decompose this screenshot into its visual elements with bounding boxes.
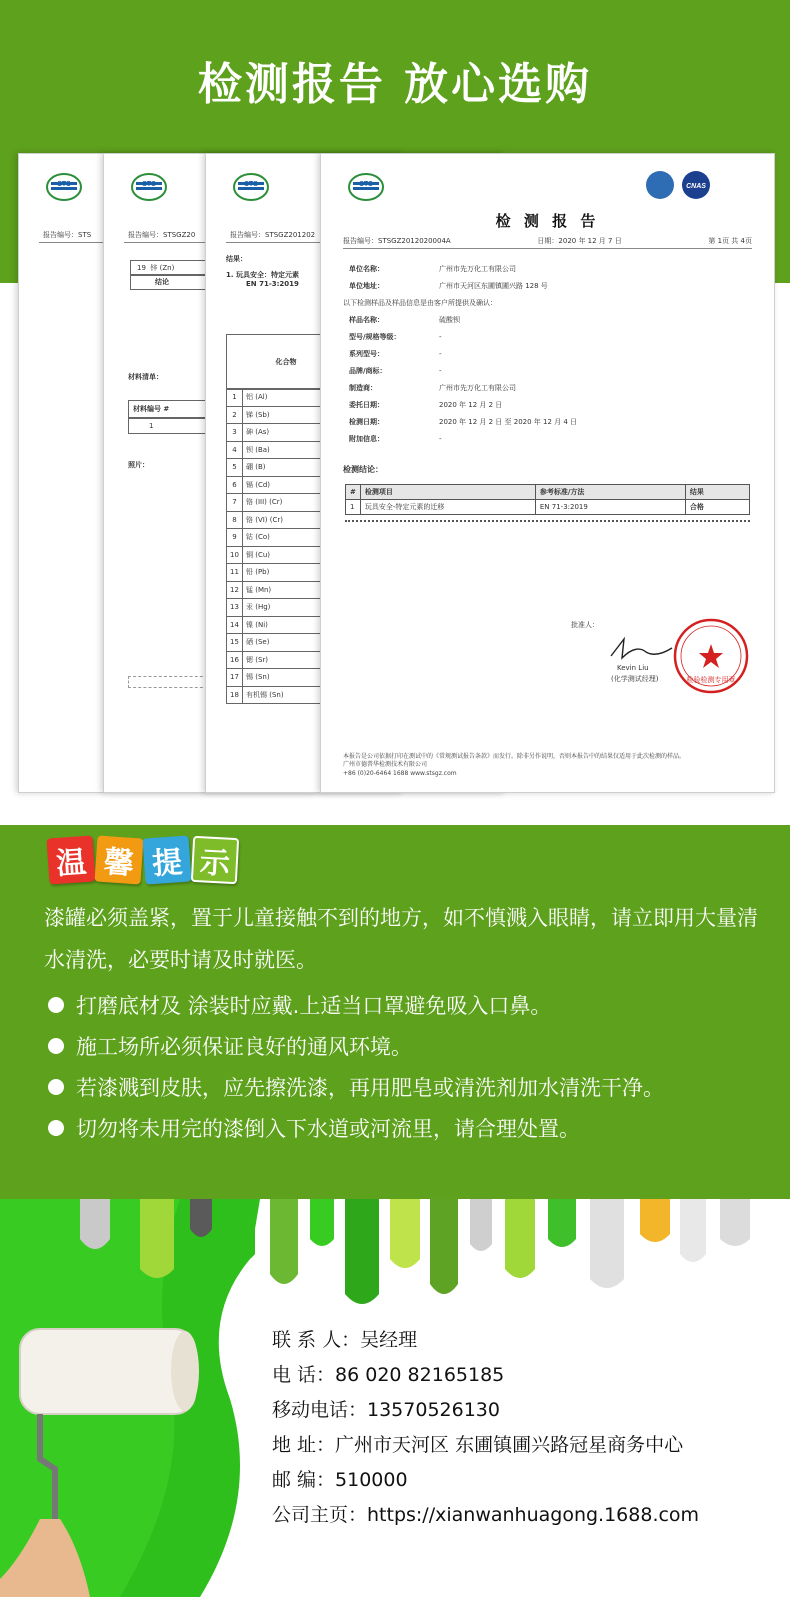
compound-header: 化合物 [226, 334, 346, 390]
report-field-row: 委托日期： 2020 年 12 月 2 日 [349, 401, 503, 409]
element-row: 8 铬 (VI) (Cr) [227, 511, 346, 529]
report-field-row: 制造商： 广州市先万化工有限公司 [349, 384, 516, 392]
tips-badge: 提 [142, 835, 191, 884]
report-field-row: 以下检测样品及样品信息是由客户所提供及确认： [343, 299, 497, 307]
svg-text:CNAS: CNAS [686, 183, 706, 190]
element-row: 2 锑 (Sb) [227, 406, 346, 424]
contact-homepage[interactable]: 公司主页：https://xianwanhuagong.1688.com [272, 1504, 700, 1526]
element-row: 1 铝 (Al) [227, 389, 346, 407]
tip-item: 切勿将未用完的漆倒入下水道或河流里，请合理处置。 [48, 1113, 580, 1143]
element-row: 15 硒 (Se) [227, 634, 346, 652]
report-field-row: 附加信息： - [349, 435, 442, 443]
bullet-icon [48, 1038, 64, 1054]
element-row: 12 锰 (Mn) [227, 581, 346, 599]
inspection-seal-icon [671, 616, 751, 696]
report-field-row: 检测日期： 2020 年 12 月 2 日 至 2020 年 12 月 4 日 [349, 418, 578, 426]
contact-mobile: 移动电话：13570526130 [272, 1399, 500, 1421]
contact-zip: 邮 编：510000 [272, 1469, 408, 1491]
contact-person: 联 系 人：吴经理 [272, 1329, 418, 1351]
result-table: # 检测项目 参考标准/方法 结果 1 玩具安全-特定元素的迁移 EN 71-3:2019 合格 [345, 484, 750, 515]
element-row: 6 镉 (Cd) [227, 476, 346, 494]
tips-badge: 温 [46, 835, 95, 884]
tip-item: 打磨底材及 涂装时应戴.上适当口罩避免吸入口鼻。 [48, 990, 551, 1020]
report-field-row: 单位名称： 广州市先万化工有限公司 [349, 265, 516, 273]
report-footer: 本报告是公司依据打印在测试中的《常规测试报告条款》而发行。除非另作说明，否则本报告中的结果仅适用于此次检测的样品。 广州市德普华检测技术有限公司 +86 (0)20-6464 1688 www.stsgz.com [343, 752, 686, 777]
report-sheet-3: STS 报告编号：STSGZ201202 结果： 1. 玩具安全：特定元素 EN 71-3:2019 化合物 1 铝 (Al) 2 锑 (Sb) 3 砷 (As) 4 钡 (Ba) 5 硼 (B) 6 镉 (Cd) 7 铬 (III) (Cr) 8 铬 (VI) (Cr) 9 钴 (Co) 10 铜 (Cu) 11 铅 (Pb) 12 锰 (Mn) 13 汞 (Hg) 14 镍 (Ni) 15 硒 (Se) 16 锶 (Sr) 17 锡 (Sn) 18 有机锡 (Sn) [205, 153, 505, 793]
element-row: 3 砷 (As) [227, 424, 346, 442]
report-field-row: 品牌/商标： - [349, 367, 442, 375]
bullet-icon [48, 1120, 64, 1136]
report-field-row: 型号/规格等级： - [349, 333, 442, 341]
tips-section [0, 825, 790, 1199]
report-meta: 报告编号：STSGZ2012020004A 日期：2020 年 12 月 7 日 第 1页 共 4页 [343, 237, 752, 245]
svg-text:STS: STS [57, 181, 71, 188]
report-title: 检 测 报 告 [495, 212, 600, 230]
element-row: 14 镍 (Ni) [227, 616, 346, 634]
tip-item: 若漆溅到皮肤，应先擦洗漆，再用肥皂或清洗剂加水清洗干净。 [48, 1072, 664, 1102]
report-field-row: 单位地址： 广州市天河区东圃镇圃兴路 128 号 [349, 282, 548, 290]
element-row: 17 锡 (Sn) [227, 669, 346, 687]
sts-logo-icon [130, 172, 168, 202]
signature-icon [606, 634, 676, 664]
sts-logo-icon [347, 172, 385, 202]
element-row: 13 汞 (Hg) [227, 599, 346, 617]
contact-section [0, 1199, 790, 1597]
tips-badge-group [48, 837, 238, 883]
accreditation-logos-icon [644, 168, 754, 202]
element-row: 11 铅 (Pb) [227, 564, 346, 582]
element-row: 16 锶 (Sr) [227, 651, 346, 669]
element-row: 10 铜 (Cu) [227, 546, 346, 564]
report-sheet-main: STS CNAS 检 测 报 告 报告编号：STSGZ2012020004A 日期：2020 年 12 月 7 日 第 1页 共 4页 检测结论： # 检测项目 参考标准/方法 结果 1 玩具安全-特定元素的迁移 EN 71-3:2019 合格 批准人： Kevin Liu (化学测试经理) 检验检测专用章 本报告是公司依据打印在测试中的《常规测试报告条款》而发行。除非另作说明，否则本报告中的结果仅适用于此次检测的样品。 广州市德普华检测技术有限公司 +86 (0)20-6464 1688 www.stsgz.com 单位名称： 广州市先万化工有限公司 单位地址： 广州市天河区东圃镇圃兴路 128 号 以下检测样品及样品信息是由客户所提供及确认： 样品名称： 硫酸钡 型号/规格等级： - 系列型号： - 品牌/商标： - 制造商： 广州市先万化工有限公司 委托日期： 2020 年 12 月 2 日 检测日期： 2020 年 12 月 2 日 至 2020 年 12 月 4 日 附加信息： - [320, 153, 775, 793]
svg-text:STS: STS [244, 181, 258, 188]
svg-text:STS: STS [142, 181, 156, 188]
contact-phone: 电 话：86 020 82165185 [272, 1364, 505, 1386]
report-field-row: 系列型号： - [349, 350, 442, 358]
report-sheet-2: STS 报告编号：STSGZ20 19 锌 (Zn) 结论 材料清单： 材料编号 # 1 照片： [103, 153, 403, 793]
element-row: 18 有机锡 (Sn) [227, 686, 346, 704]
bullet-icon [48, 1079, 64, 1095]
tips-intro: 漆罐必须盖紧，置于儿童接触不到的地方，如不慎溅入眼睛，请立即用大量清水清洗，必要时请及时就医。 [44, 906, 758, 972]
bullet-icon [48, 997, 64, 1013]
svg-text:STS: STS [359, 181, 373, 188]
report-field-row: 样品名称： 硫酸钡 [349, 316, 460, 324]
contact-address: 地 址：广州市天河区 东圃镇圃兴路冠星商务中心 [272, 1434, 684, 1456]
element-row: 5 硼 (B) [227, 459, 346, 477]
element-row: 4 钡 (Ba) [227, 441, 346, 459]
element-row: 7 铬 (III) (Cr) [227, 494, 346, 512]
tips-badge: 馨 [94, 835, 143, 884]
report-sheet-1: STS 报告编号：STS [18, 153, 318, 793]
tip-item: 施工场所必须保证良好的通风环境。 [48, 1031, 412, 1061]
element-row: 9 钴 (Co) [227, 529, 346, 547]
sts-logo-icon [45, 172, 83, 202]
sts-logo-icon [232, 172, 270, 202]
svg-text:检验检测专用章: 检验检测专用章 [686, 676, 736, 684]
page-title: 检测报告 放心选购 [197, 59, 593, 110]
tips-badge: 示 [191, 836, 239, 884]
